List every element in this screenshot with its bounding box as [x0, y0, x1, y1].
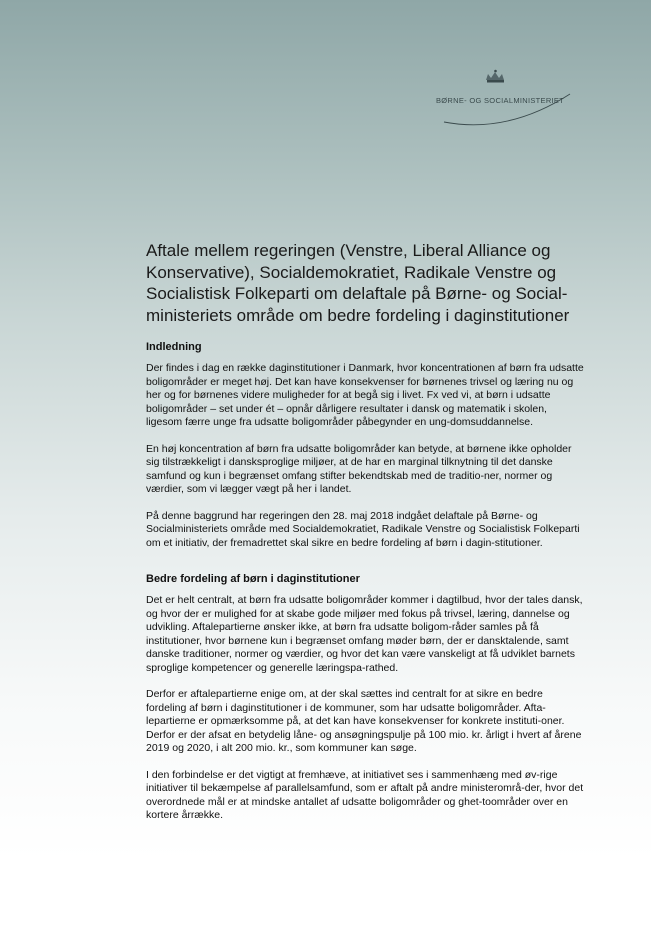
section-heading-bedre-fordeling: Bedre fordeling af børn i daginstitutioner — [146, 573, 360, 585]
paragraph: En høj koncentration af børn fra udsatte boligområder kan betyde, at børnene ikke opholder sig tilstrækkeligt i dansksproglige miljøer, at de har en marginal tilknytning til det danske samfund og kun i begrænset omfang stifter bekendtskab med de traditio-ner, normer og værdier, som vi lægger vægt på her i landet. — [146, 442, 572, 495]
paragraph: Det er helt centralt, at børn fra udsatte boligområder kommer i dagtilbud, hvor der tales dansk, og hvor der er mulighed for at skabe gode miljøer med fokus på trivsel, læring, dannelse og udvikling. Aftalepartierne ønsker ikke, at børn fra udsatte boligom-råder samles på få institutioner, hvor børnene kun i begrænset omfang møder børn, der er dansktalende, samt danske traditioner, normer og værdier, og hvor det kan være vanskeligt at få udviklet barnets sproglige kompetencer og generelle læringspa-rathed. — [146, 594, 583, 674]
paragraph: Der findes i dag en række daginstitutioner i Danmark, hvor koncentrationen af børn fra udsatte boligområder er meget høj. Det kan have konsekvenser for børnenes trivsel og læring nu og her og for børnenes videre muligheder for at begå sig i livet. Fx ved vi, at børn i udsatte boligområder – set under ét – opnår dårligere resultater i dansk og matematik i skolen, ligesom færre unge fra udsatte boligområder påbegynder en ung-domsuddannelse. — [146, 362, 584, 428]
paragraph: På denne baggrund har regeringen den 28. maj 2018 indgået delaftale på Børne- og Socialministeriets område med Socialdemokratiet, Radikale Venstre og Socialistisk Folkeparti om et initiativ, der fremadrettet skal sikre en bedre fordeling af børn i dagin-stitutioner. — [146, 509, 580, 549]
paragraph: Derfor er aftalepartierne enige om, at der skal sættes ind centralt for at sikre en bedre fordeling af børn i daginstitutioner i de kommuner, som har udsatte boligområder. Afta-lepartierne er opmærksomme på, at det kan have konsekvenser for konkrete instituti-oner. Derfor er der afsat en betydelig låne- og ansøgningspulje på 100 mio. kr. årligt i hvert af årene 2019 og 2020, i alt 200 mio. kr., som kommuner kan søge. — [146, 688, 582, 754]
section-heading-indledning: Indledning — [146, 341, 202, 353]
paragraph: I den forbindelse er det vigtigt at fremhæve, at initiativet ses i sammenhæng med øv-rige initiativer til bekæmpelse af parallelsamfund, som er aftalt på andre ministerområ-der, hvor det overordnede mål er at mindske antallet af udsatte boligområder og ghet-toområder over en kortere årrække. — [146, 768, 584, 821]
document-title: Aftale mellem regeringen (Venstre, Liberal Alliance og Konservative), Socialdemokratiet, Radikale Venstre og Socialistisk Folkeparti om delaftale på Børne- og Social-ministeriets område om bedre fordeling i daginstitutioner — [146, 241, 570, 325]
ministry-name: BØRNE- OG SOCIALMINISTERIET — [436, 96, 565, 105]
document-body — [146, 341, 586, 836]
